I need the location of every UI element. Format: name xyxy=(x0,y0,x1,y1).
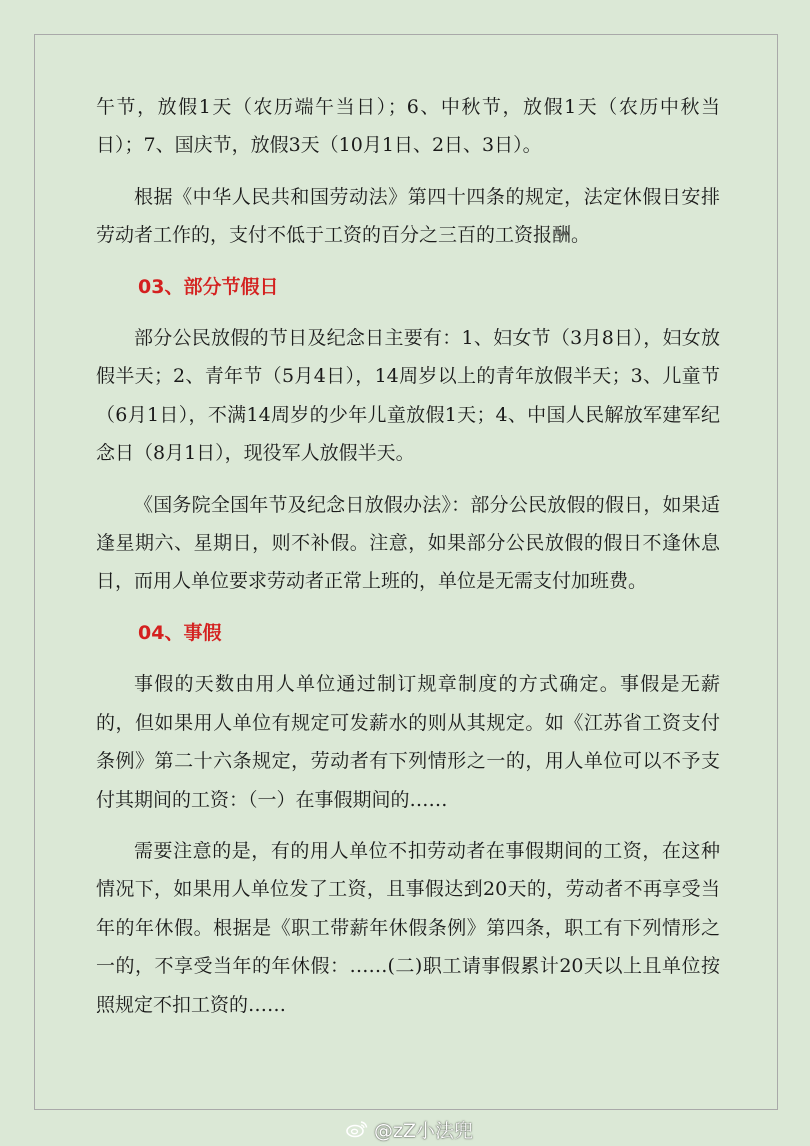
paragraph-annual-leave-note: 需要注意的是，有的用人单位不扣劳动者在事假期间的工资，在这种情况下，如果用人单位发了工资，且事假达到20天的，劳动者不再享受当年的年休假。根据是《职工带薪年休假条例》第四条，职工有下列情形之一的，不享受当年的年休假：……(二)职工请事假累计20天以上且单位按照规定不扣工资的…… xyxy=(96,839,720,1016)
document-body xyxy=(96,88,720,1037)
paragraph-personal-leave: 事假的天数由用人单位通过制订规章制度的方式确定。事假是无薪的，但如果用人单位有规定可发薪水的则从其规定。如《江苏省工资支付条例》第二十六条规定，劳动者有下列情形之一的，用人单位可以不予支付其期间的工资：（一）在事假期间的…… xyxy=(96,673,720,811)
section-heading-personal-leave: 04、事假 xyxy=(138,621,222,644)
watermark xyxy=(346,1116,473,1142)
paragraph-state-council-rules: 《国务院全国年节及纪念日放假办法》：部分公民放假的假日，如果适逢星期六、星期日，则不补假。注意，如果部分公民放假的假日不逢休息日，而用人单位要求劳动者正常上班的，单位是无需支付加班费。 xyxy=(96,493,720,593)
section-heading-partial-holidays: 03、部分节假日 xyxy=(138,275,279,298)
weibo-icon xyxy=(346,1120,368,1138)
paragraph-holidays-continued: 午节，放假1天（农历端午当日）；6、中秋节，放假1天（农历中秋当日）；7、国庆节，放假3天（10月1日、2日、3日）。 xyxy=(96,96,720,157)
paragraph-partial-holidays: 部分公民放假的节日及纪念日主要有：1、妇女节（3月8日），妇女放假半天；2、青年节（5月4日），14周岁以上的青年放假半天；3、儿童节（6月1日），不满14周岁的少年儿童放假1天；4、中国人民解放军建军纪念日（8月1日），现役军人放假半天。 xyxy=(96,327,720,465)
paragraph-labor-law: 根据《中华人民共和国劳动法》第四十四条的规定，法定休假日安排劳动者工作的，支付不低于工资的百分之三百的工资报酬。 xyxy=(96,185,720,247)
watermark-text: @zZ小法兜 xyxy=(374,1119,473,1142)
